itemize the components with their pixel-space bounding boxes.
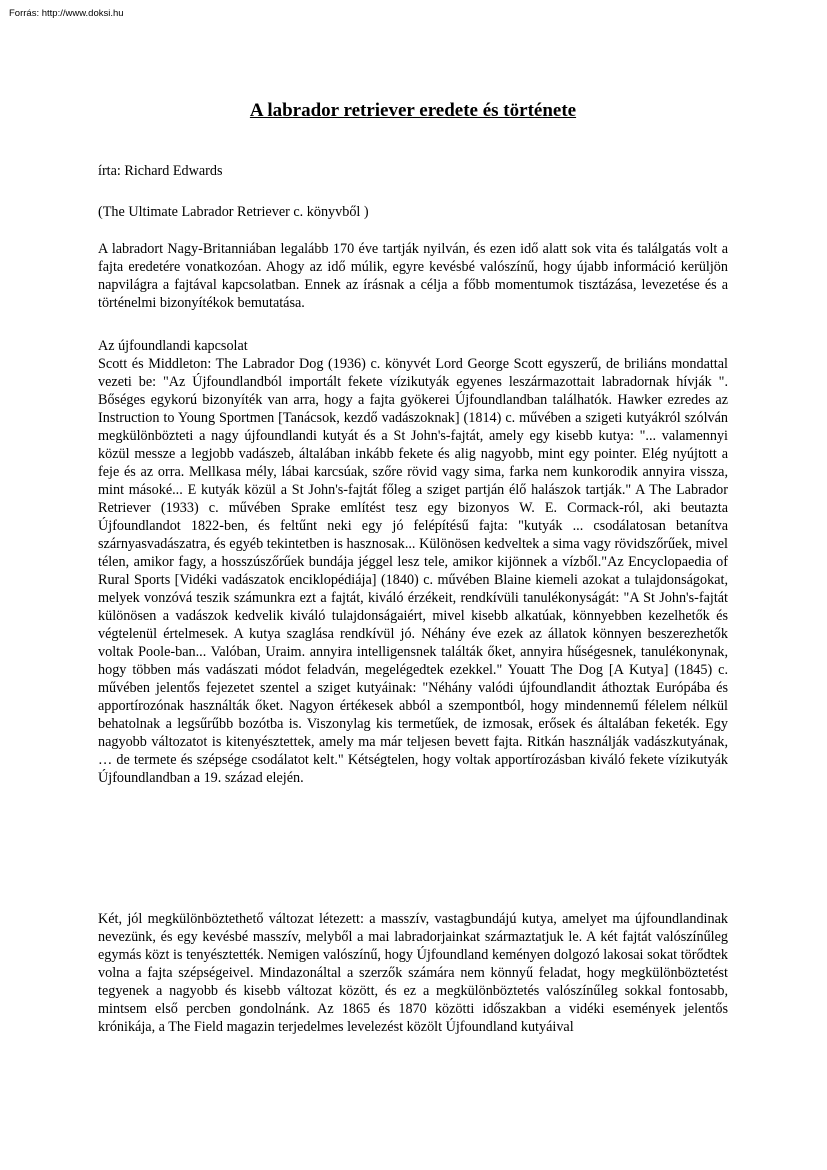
author-line: írta: Richard Edwards — [98, 163, 223, 179]
document-title: A labrador retriever eredete és története — [249, 100, 577, 121]
varieties-paragraph: Két, jól megkülönböztethető változat létezett: a masszív, vastagbundájú kutya, amelyet ma újfoundlandinak nevezünk, és egy kevésbé masszív, melyből a mai labradorjainkat származtatjuk le. A két fajtát valószínűleg egymás közt is tenyésztették. Nemigen valószínű, hogy Újfoundland keményen dolgozó lakosai sokat törődtek volna a fajta szépségeivel. Mindazonáltal a szerzők számára nem könnyű feladat, hogy megkülönböztetést tegyenek a nagyobb és kisebb változat között, és ez a megkülönböztetés valószínűleg sokkal fontosabb, mintsem első percben gondolnánk. Az 1865 és 1870 közötti időszakban a vidéki események jelentős krónikája, a The Field magazin terjedelmes levelezést közölt Újfoundland kutyáival — [98, 911, 728, 1035]
section-paragraph — [98, 337, 728, 787]
intro-paragraph: A labradort Nagy-Britanniában legalább 170 éve tartják nyilván, és ezen idő alatt sok vita és találgatás volt a fajta eredetére vonatkozóan. Ahogy az idő múlik, egyre kevésbé valószínű, hogy újabb információ kerüljön napvilágra a fajtával kapcsolatban. Ennek az írásnak a célja a főbb momentumok tisztázása, levezetése és a történelmi bizonyítékok bemutatása. — [98, 241, 728, 311]
section-body: Scott és Middleton: The Labrador Dog (1936) c. könyvét Lord George Scott egyszerű, de briliáns mondattal vezeti be: "Az Újfoundlandból importált fekete vízikutyák egyenes leszármazottait labradornak hívják ". Bőséges egykorú bizonyíték van arra, hogy a fajta gyökerei Újfoundlandban találhatók. Hawker ezredes az Instruction to Young Sportmen [Tanácsok, kezdő vadászoknak] (1814) c. művében a szigeti kutyákról szólván megkülönbözteti a nagy újfoundlandi kutyát és a St John's-fajtát, amely egy kisebb kutya: "... valamennyi közül messze a legjobb vadászeb, általában inkább fekete és alig nagyobb, mint egy pointer. Elég nyújtott a feje és az orra. Mellkasa mély, lábai karcsúak, szőre rövid vagy sima, farka nem kunkorodik annyira vissza, mint másoké... E kutyák közül a St John's-fajtát főleg a sziget partján élő halászok tartják." A The Labrador Retriever (1933) c. művében Sprake említést tesz egy bizonyos W. E. Cormack-ról, aki beutazta Újfoundlandot 1822-ben, és feltűnt neki egy jó felépítésű fajta: "kutyák ... csodálatosan betanítva szárnyasvadászatra, és egyéb tekintetben is hasznosak... Különösen kedveltek a sima vagy rövidszőrűek, mivel télen, amikor fagy, a hosszúszőrűek bundája jéggel lesz tele, amikor kijönnek a vízből."Az Encyclopaedia of Rural Sports [Vidéki vadászatok enciklopédiája] (1840) c. művében Blaine kiemeli azokat a tulajdonságokat, melyek vonzóvá teszik számunkra ezt a fajtát, kiváló érzékeit, rendkívüli tanulékonyságát: "A St John's-fajtát különösen a vadászok kedvelik kiváló tulajdonságaiért, mivel kisebb alkatúak, könnyebben kezelhetők és végtelenül értelmesek. A kutya szaglása rendkívül jó. Néhány éve ezek az állatok könnyen beszerezhetők voltak Poole-ban... Valóban, Uraim. annyira intelligensnek találták őket, annyira hűségesnek, tanulékonynak, hogy többen más vadászati módot feladván, megelégedtek ezekkel." Youatt The Dog [A Kutya] (1845) c. művében jelentős fejezetet szentel a sziget kutyáinak: "Néhány valódi újfoundlandit áthoztak Európába és apportírozónak használták őket. Nagyon értékesek abból a szempontból, hogy mindennemű félelem nélkül behatolnak a legsűrűbb bozótba is. Viszonylag kis termetűek, de izmosak, erősek és általában feketék. Egy nagyobb változatot is kitenyésztettek, amely ma már teljesen bevett fajta. Ritkán használják vadászkutyának, … de termete és szépsége csodálatot kelt." Kétségtelen, hogy voltak apportírozásban kiváló fekete vízikutyák Újfoundlandban a 19. század elején. — [98, 356, 728, 786]
source-url: Forrás: http://www.doksi.hu — [9, 8, 124, 19]
book-reference: (The Ultimate Labrador Retriever c. könyvből ) — [98, 204, 369, 220]
section-heading: Az újfoundlandi kapcsolat — [98, 338, 248, 354]
